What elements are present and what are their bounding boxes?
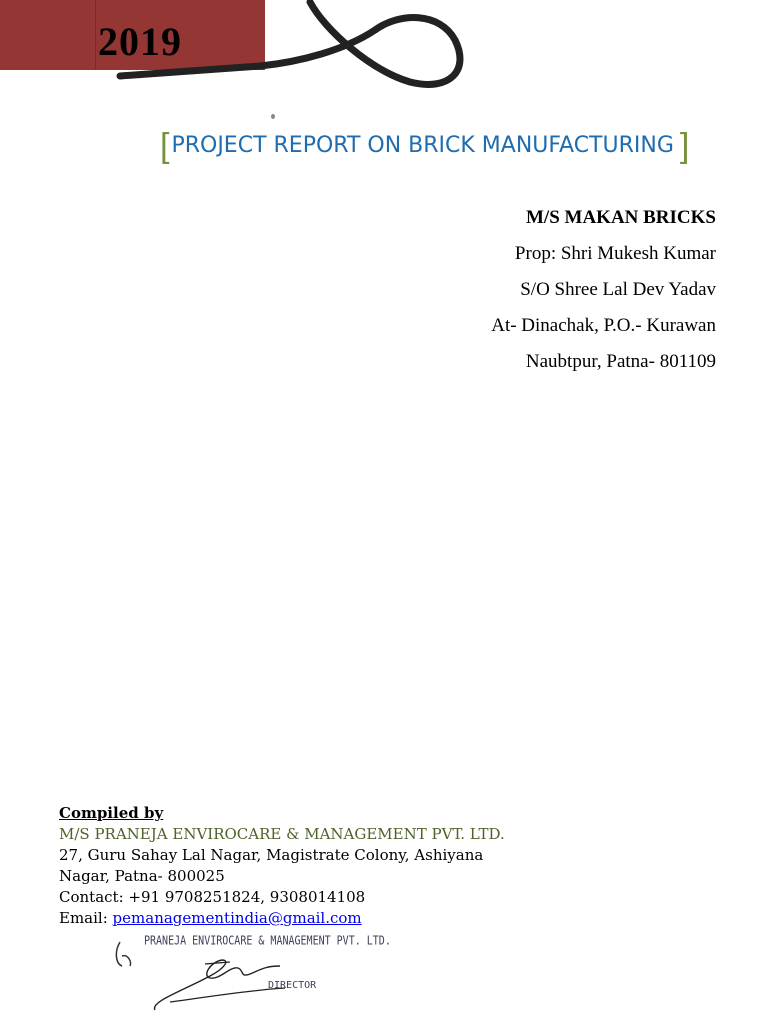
report-title: PROJECT REPORT ON BRICK MANUFACTURING xyxy=(171,133,674,158)
firm-details xyxy=(491,200,716,380)
compiler-address-line1: 27, Guru Sahay Lal Nagar, Magistrate Colony, Ashiyana xyxy=(59,846,484,864)
compiler-address-line2: Nagar, Patna- 800025 xyxy=(59,867,225,885)
firm-proprietor: Prop: Shri Mukesh Kumar xyxy=(514,243,716,264)
email-label: Email: xyxy=(59,909,113,927)
report-title-row xyxy=(160,126,689,166)
email-link[interactable]: pemanagementindia@gmail.com xyxy=(112,909,362,927)
compiled-by-section xyxy=(59,803,505,929)
stamp-company: PRANEJA ENVIROCARE & MANAGEMENT PVT. LTD. xyxy=(144,934,391,949)
stamp-role: DIRECTOR xyxy=(268,980,317,991)
firm-address-line1: At- Dinachak, P.O.- Kurawan xyxy=(491,315,716,336)
report-year: 2019 xyxy=(98,19,182,64)
ink-dot xyxy=(271,114,275,119)
title-bracket-close: ] xyxy=(679,127,690,165)
title-bracket-open: [ xyxy=(160,127,170,165)
compiler-contact: Contact: +91 9708251824, 9308014108 xyxy=(59,888,366,906)
banner-divider xyxy=(95,0,96,70)
compiled-by-heading: Compiled by xyxy=(59,804,164,822)
firm-parent: S/O Shree Lal Dev Yadav xyxy=(520,279,716,300)
firm-name: M/S MAKAN BRICKS xyxy=(525,207,716,228)
company-stamp xyxy=(110,932,391,1017)
compiler-email-row xyxy=(59,908,505,929)
firm-address-line2: Naubtpur, Patna- 801109 xyxy=(525,351,716,372)
compiler-company: M/S PRANEJA ENVIROCARE & MANAGEMENT PVT. LTD. xyxy=(59,825,505,843)
